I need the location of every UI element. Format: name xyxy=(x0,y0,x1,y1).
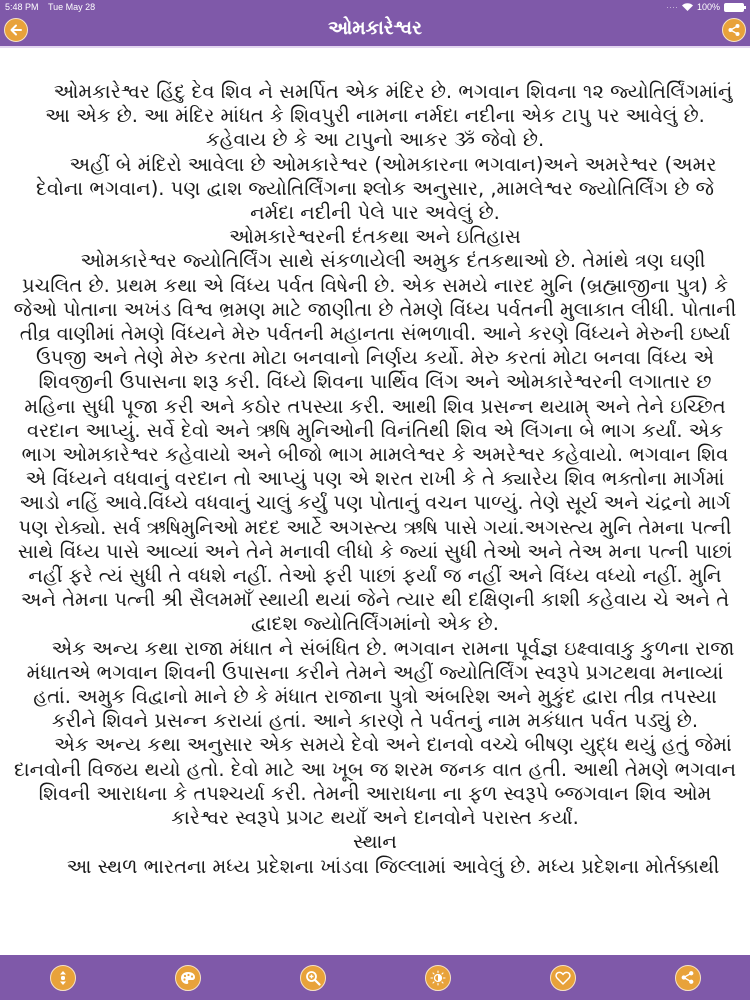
scroll-button[interactable] xyxy=(50,965,76,991)
section-heading-location: સ્થાન xyxy=(353,830,397,854)
scroll-icon xyxy=(56,970,70,986)
share-button[interactable] xyxy=(675,965,701,991)
paragraph-temples: અહીં બે મંદિરો આવેલા છે ઓમકારેશ્વર (ઓમકારના ભગવાન)અને અમરેશ્વર (અમર દેવોના ભગવાન). પણ દ્વાશ જ્યોતિર્લિંગના શ્લોક અનુસાર, ,મામલેશ્વર જ્યોતિર્લિંગ છે જે નર્મદા નદીની પેલે પાર અવેલું છે. xyxy=(35,152,717,225)
brightness-button[interactable] xyxy=(425,965,451,991)
paragraph-intro: ઓમકારેશ્વર હિંદુ દેવ શિવ ને સમર્પિત એક મંદિર છે. ભગવાન શિવના ૧૨ જ્યોતિર્લિંગમાંનું આ એક છે. આ મંદિર માંધત કે શિવપુરી નામના નર્મદા નદીના એક ટાપુ પર આવેલું છે. કહેવાય છે કે આ ટાપુનો આકર ૐ જેવો છે. xyxy=(45,80,733,152)
bottom-toolbar xyxy=(0,955,750,1000)
section-heading-legend: ઓમકારેશ્વરની દંતકથા અને ઇતિહાસ xyxy=(229,225,521,249)
paragraph-location: આ સ્થળ ભારતના મધ્ય પ્રદેશના ખાંડવા જિલ્લામાં આવેલું છે. મધ્ય પ્રદેશના મોર્તક્કાથી xyxy=(66,854,720,878)
favorite-button[interactable] xyxy=(550,965,576,991)
page-title: ઓમકારેશ્વર xyxy=(328,17,422,39)
brightness-icon xyxy=(430,970,446,986)
theme-button[interactable] xyxy=(175,965,201,991)
status-bar xyxy=(0,0,750,14)
paragraph-legend-devas: એક અન્ય કથા અનુસાર એક સમયે દેવો અને દાનવો વચ્ચે બીષણ યુદ્ધ થયું હતું જેમાં દાનવોની વિજય થયો હતો. દેવો માટે આ ખૂબ જ શરમ જનક વાત હતી. આથી તેમણે ભગવાન શિવની આરાધના કે તપશ્ચર્યા કરી. તેમની આરાધના ના ફળ સ્વરૂપે બ્જગવાન શિવ ઓમ કારેશ્વર સ્વરૂપે પ્રગટ થયાઁ અને દાનવોને પરાસ્ત કર્યાં. xyxy=(13,733,737,830)
share-icon xyxy=(727,23,741,37)
paragraph-legend-mandhata: એક અન્ય કથા રાજા મંધાત ને સંબંધિત છે. ભગવાન રામના પૂર્વજ્ઞ ઇક્ષ્વાવાકુ કુળના રાજા મંધાતએ ભગવાન શિવની ઉપાસના કરીને તેમને અહીં જ્યોતિર્લિંગ સ્વરૂપે પ્રગટથવા મનાવ્યાં હતાં. અમુક વિદ્વાનો માને છે કે મંધાત રાજાના પુત્રો અંબરિશ અને મુકુંદ દ્વારા તીવ્ર તપસ્યા કરીને શિવને પ્રસન્ન કરાયાં હતાં. આને કારણે તે પર્વતનું નામ મકંધાત પર્વત પડ્યું છે. xyxy=(26,636,735,733)
paragraph-legend-vindhya: ઓમકારેશ્વર જ્યોતિર્લિંગ સાથે સંકળાયેલી અમુક દંતકથાઓ છે. તેમાંથે ત્રણ ઘણી પ્રચલિત છે. પ્રથમ કથા એ વિંધ્ય પર્વત વિષેની છે. એક સમયે નારદ મુનિ (બ્રહ્માજીના પુત્ર) કે જેઓ પોતાના અખંડ વિશ્વ ભ્રમણ માટે જાણીતા છે તેમણે વિંધ્ય પર્વતની મુલાકાત લીધી. પોતાની તીવ્ર વાણીમાં તેમણે વિંધ્યને મેરુ પર્વતની મહાનતા સંભળાવી. આને કરણે વિંધ્યને મેરુની ઇર્ષ્યા ઉપજી અને તેણે મેરુ કરતા મોટા બનવાનો નિર્ણય કર્યો. મેરુ કરતાં મોટા બનવા વિંધ્ય એ શિવજીની ઉપાસના શરૂ કરી. વિંધ્યે શિવના પાર્થિવ લિંગ અને ઓમકારેશ્વરની લગાતાર છ મહિના સુધી પૂજા કરી અને કઠોર તપસ્યા કરી. આથી શિવ પ્રસન્ન થયામ્ અને તેને ઇચ્છિત વરદાન આપ્યું. સર્વે દેવો અને ઋષિ મુનિઓની વિનંતિથી શિવ એ લિંગના બે ભાગ કર્યાં. એક ભાગ ઓમકારેશ્વર કહેવાયો અને બીજો ભાગ મામલેશ્વર કે અમરેશ્વર કહેવાયો. ભગવાન શિવ એ વિંધ્યને વધવાનું વરદાન તો આપ્યું પણ એ શરત રાખી કે તે ક્યારેય શિવ ભક્તોના માર્ગમાં આડો નહિં આવે.વિંધ્યે વધવાનું ચાલું કર્યું પણ પોતાનું વચન પાળ્યું. તેણે સૂર્ય અને ચંદ્રનો માર્ગ પણ રોક્યો. સર્વ ઋષિમુનિઓ મદદ આર્ટે અગસ્ત્ય ઋષિ પાસે ગયાં.અગસ્ત્ય મુનિ તેમના પત્ની સાથે વિંધ્ય પાસે આવ્યાં અને તેને મનાવી લીધો કે જ્યાં સુધી તેઓ અને તેઅ મના પત્ની પાછાં નહીં ફરે ત્યં સુધી તે વધશે નહીં. તેઓ ફરી પાછાં ફર્યાં જ નહીં અને વિંધ્ય વધ્યો નહીં. મુનિ અને તેમના પત્ની શ્રી સૈલમમાઁ સ્થાયી થયાં જેને ત્યાર થી દક્ષિણની કાશી કહેવાય ચે અને તે દ્વાદશ જ્યોતિર્લિંગમાંનો એક છે. xyxy=(13,249,737,636)
article-content[interactable] xyxy=(0,80,750,955)
favorite-heart-icon xyxy=(555,971,571,985)
header-share-button[interactable] xyxy=(722,18,746,42)
battery-percent: 100% xyxy=(696,2,720,12)
battery-icon xyxy=(724,3,744,12)
status-date: Tue May 28 xyxy=(48,2,96,12)
status-right xyxy=(666,2,744,12)
share-icon xyxy=(680,970,695,985)
app-header xyxy=(0,14,750,48)
status-time: 5:48 PM xyxy=(5,2,39,12)
zoom-button[interactable] xyxy=(300,965,326,991)
zoom-in-icon xyxy=(305,970,321,986)
palette-icon xyxy=(180,971,196,985)
wifi-icon xyxy=(682,3,693,11)
signal-dots-icon: ···· xyxy=(665,2,678,12)
